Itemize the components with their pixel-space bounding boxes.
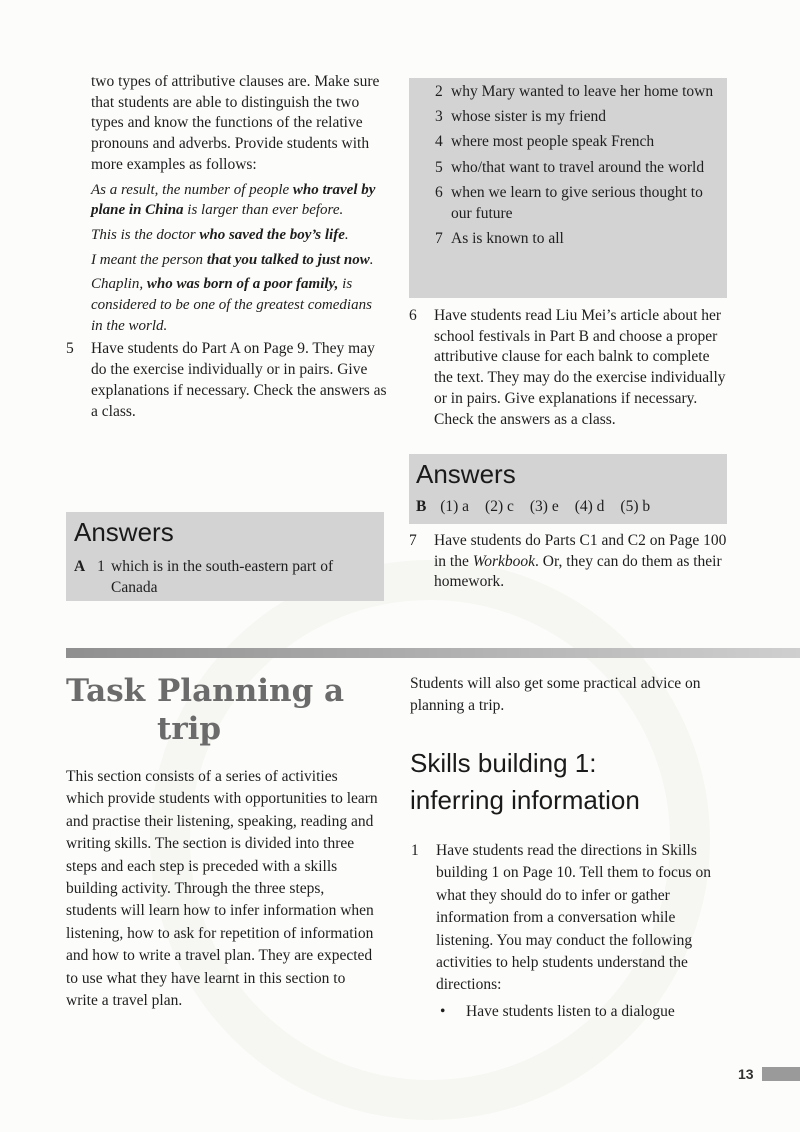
item-number: 5 bbox=[66, 340, 74, 358]
example-sentence bbox=[91, 274, 387, 336]
example-list bbox=[91, 180, 387, 337]
answer-items bbox=[430, 498, 650, 515]
example-sentence bbox=[91, 225, 387, 246]
answer-letter: A bbox=[74, 558, 86, 575]
task-title bbox=[157, 672, 344, 748]
answer-text: where most people speak French bbox=[451, 133, 655, 151]
answer-row bbox=[435, 183, 725, 224]
answer-row bbox=[435, 82, 725, 103]
bullet-item bbox=[436, 1001, 734, 1023]
answers-continued-box bbox=[409, 78, 727, 298]
answer-number: 5 bbox=[435, 158, 443, 176]
answers-b-box bbox=[409, 454, 727, 524]
section-divider-bar bbox=[66, 648, 800, 658]
answers-a-box bbox=[66, 512, 384, 601]
answer-continued-list bbox=[435, 82, 725, 254]
answer-number: 3 bbox=[435, 108, 443, 126]
answers-title: Answers bbox=[416, 459, 516, 489]
answer-text: which is in the south-eastern part of Canada bbox=[111, 558, 334, 596]
attributive-clause: who travel by plane in China bbox=[91, 181, 376, 219]
sentence-part: I meant the person bbox=[91, 251, 207, 268]
item-6 bbox=[409, 306, 729, 430]
bullet-icon: • bbox=[440, 1002, 446, 1020]
task-label: Task bbox=[66, 673, 146, 709]
sentence-part: . bbox=[344, 226, 349, 243]
answer-row bbox=[435, 158, 725, 179]
answer-b-line bbox=[416, 497, 721, 518]
sentence-part: Chaplin, bbox=[91, 276, 147, 293]
answer-text: when we learn to give serious thought to our future bbox=[451, 183, 703, 222]
item-number: 7 bbox=[409, 532, 417, 549]
answer-number: 4 bbox=[435, 133, 443, 151]
answer-text: who/that want to travel around the world bbox=[451, 158, 705, 176]
page-number: 13 bbox=[738, 1066, 754, 1082]
task-title-line-2: trip bbox=[157, 711, 222, 747]
sentence-part: is larger than ever before. bbox=[183, 202, 344, 219]
lead-paragraph: Students will also get some practical advice on planning a trip. bbox=[410, 675, 701, 714]
example-sentence bbox=[91, 180, 387, 221]
intro-paragraph: two types of attributive clauses are. Make sure that students are able to distinguish the two types and know the functions of the relative pronouns and adverbs. Provide students with more examples as follows: bbox=[91, 73, 380, 173]
item-text: Have students do Part A on Page 9. They may do the exercise individually or in pairs. Give explanations if necessary. Check the answers as a class. bbox=[91, 340, 387, 420]
answer-item: (1) a bbox=[440, 498, 470, 515]
answer-text: As is known to all bbox=[451, 229, 564, 247]
answer-item: (3) e bbox=[529, 498, 559, 515]
attributive-clause: who was born of a poor family, bbox=[146, 276, 339, 293]
skills-building-heading bbox=[410, 745, 640, 819]
item-number: 1 bbox=[411, 842, 419, 859]
item-text: Have students read the directions in Skills building 1 on Page 10. Tell them to focus on what they should do to infer or gather information from a conversation while listening. You may conduct the following activities to help students understand the directions: bbox=[436, 842, 712, 994]
answer-item: (4) d bbox=[574, 498, 605, 515]
attributive-clause: that you talked to just now bbox=[206, 251, 370, 268]
answer-row bbox=[435, 107, 725, 128]
answer-letter: B bbox=[416, 498, 427, 515]
sentence-part: . bbox=[369, 251, 374, 268]
heading-line-1: Skills building 1: bbox=[410, 748, 597, 778]
item-5 bbox=[66, 339, 387, 422]
answer-text: whose sister is my friend bbox=[451, 108, 606, 126]
item-text: Have students read Liu Mei’s article about her school festivals in Part B and choose a proper attributive clause for each balnk to complete the text. They may do the exercise individually or in pairs. Give explanations if necessary. Check the answers as a class. bbox=[434, 307, 726, 428]
bullet-text: Have students listen to a dialogue bbox=[466, 1002, 675, 1020]
answer-number: 2 bbox=[435, 83, 443, 100]
answer-item: (2) c bbox=[485, 498, 514, 515]
task-paragraph: This section consists of a series of activities which provide students with opportunities to learn and practise their listening, speaking, reading and writing skills. The section is divided into three steps and each step is preceded with a skills building activity. Through the three steps, students will learn how to infer information when listening, how to ask for repetition of information and how to write a travel plan. They are expected to use what they have learnt in this section to write a travel plan. bbox=[66, 768, 378, 1010]
sentence-part: This is the doctor bbox=[91, 226, 200, 243]
answer-item: (5) b bbox=[620, 498, 651, 515]
sentence-part: As a result, the number of people bbox=[91, 181, 293, 198]
heading-line-2: inferring information bbox=[410, 785, 640, 815]
answer-row bbox=[435, 229, 725, 250]
item-7 bbox=[409, 531, 729, 593]
page-number-bar bbox=[762, 1067, 800, 1081]
item-text-start: Have students do Parts C1 and C2 on Page 100 in the bbox=[434, 532, 727, 570]
attributive-clause: who saved the boy’s life bbox=[199, 226, 345, 243]
item-1 bbox=[411, 840, 734, 1023]
answer-number: 7 bbox=[435, 229, 443, 247]
sentence-part: is considered to be one of the greatest comedians in the world. bbox=[91, 276, 372, 334]
item-number: 6 bbox=[409, 307, 417, 324]
task-title-line-1: Planning a bbox=[157, 673, 345, 709]
left-top-column bbox=[66, 72, 387, 422]
example-sentence bbox=[91, 250, 387, 271]
item-text-end: . Or, they can do them as their homework. bbox=[434, 552, 722, 591]
answers-title: Answers bbox=[74, 517, 174, 547]
answer-row bbox=[435, 132, 725, 153]
answer-number: 1 bbox=[97, 558, 105, 575]
answer-number: 6 bbox=[435, 183, 443, 201]
workbook-title: Workbook bbox=[472, 552, 536, 570]
answer-text: why Mary wanted to leave her home town bbox=[451, 83, 714, 100]
